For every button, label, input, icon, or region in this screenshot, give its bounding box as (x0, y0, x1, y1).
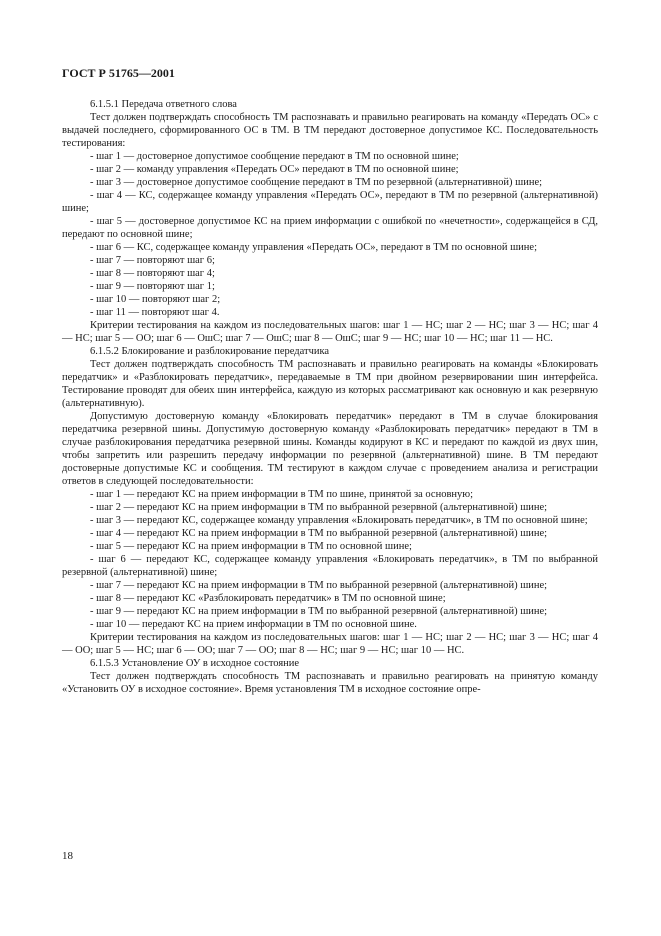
list-item: - шаг 8 — повторяют шаг 4; (90, 268, 215, 279)
list-item: - шаг 6 — КС, содержащее команду управления «Передать ОС», передают в ТМ по основной шине; (90, 242, 537, 253)
paragraph: 6.1.5.3 Установление ОУ в исходное состояние (90, 658, 300, 669)
document-body (62, 98, 598, 696)
list-item: - шаг 10 — повторяют шаг 2; (90, 294, 221, 305)
list-item: - шаг 1 — достоверное допустимое сообщение передают в ТМ по основной шине; (90, 151, 459, 162)
page-number: 18 (62, 850, 73, 862)
list-item: - шаг 4 — передают КС на прием информации в ТМ по выбранной резервной (альтернативной) шине; (90, 528, 548, 539)
list-item: - шаг 1 — передают КС на прием информации в ТМ по шине, принятой за основную; (90, 489, 474, 500)
document-header: ГОСТ Р 51765—2001 (62, 66, 175, 80)
list-item: - шаг 5 — достоверное допустимое КС на прием информации с ошибкой по «нечетности», содержащейся в СД, передают по основной шине; (62, 216, 598, 240)
list-item: - шаг 7 — передают КС на прием информации в ТМ по выбранной резервной (альтернативной) шине; (90, 580, 548, 591)
list-item: - шаг 2 — команду управления «Передать ОС» передают в ТМ по основной шине; (90, 164, 459, 175)
list-item: - шаг 8 — передают КС «Разблокировать передатчик» в ТМ по основной шине; (90, 593, 446, 604)
paragraph: Допустимую достоверную команду «Блокировать передатчик» передают в ТМ в случае блокирования передатчика резервной шины. Допустимую достоверную команду «Разблокировать передатчик» передают в ТМ в случае разблокирования передатчика резервной шины. Команды кодируют в КС и передают по каждой из двух шин, чтобы запретить или разрешить передачу информации по резервной (альтернативной) шине. В ТМ передают достоверные допустимые КС и сообщения. ТМ тестируют в каждом случае с проведением анализа и регистрации ответов в следующей последовательности: (62, 411, 598, 487)
list-item: - шаг 2 — передают КС на прием информации в ТМ по выбранной резервной (альтернативной) шине; (90, 502, 548, 513)
paragraph: Тест должен подтверждать способность ТМ распознавать и правильно реагировать на принятую команду «Установить ОУ в исходное состояние». Время установления ТМ в исходное состояние опре- (62, 671, 598, 695)
paragraph: Критерии тестирования на каждом из последовательных шагов: шаг 1 — НС; шаг 2 — НС; шаг 3 — НС; шаг 4 — ОО; шаг 5 — НС; шаг 6 — ОО; шаг 7 — ОО; шаг 8 — НС; шаг 9 — НС; шаг 10 — НС. (62, 632, 598, 656)
list-item: - шаг 4 — КС, содержащее команду управления «Передать ОС», передают в ТМ по резервной (альтернативной) шине; (62, 190, 598, 214)
list-item: - шаг 7 — повторяют шаг 6; (90, 255, 215, 266)
list-item: - шаг 3 — передают КС, содержащее команду управления «Блокировать передатчик», в ТМ по основной шине; (90, 515, 588, 526)
paragraph: 6.1.5.2 Блокирование и разблокирование передатчика (90, 346, 330, 357)
list-item: - шаг 11 — повторяют шаг 4. (90, 307, 220, 318)
list-item: - шаг 9 — повторяют шаг 1; (90, 281, 215, 292)
list-item: - шаг 3 — достоверное допустимое сообщение передают в ТМ по резервной (альтернативной) шине; (90, 177, 543, 188)
list-item: - шаг 5 — передают КС на прием информации в ТМ по основной шине; (90, 541, 412, 552)
paragraph: Критерии тестирования на каждом из последовательных шагов: шаг 1 — НС; шаг 2 — НС; шаг 3 — НС; шаг 4 — НС; шаг 5 — ОО; шаг 6 — ОшС; шаг 7 — ОшС; шаг 8 — ОшС; шаг 9 — НС; шаг 10 — НС; шаг 11 — НС. (62, 320, 598, 344)
list-item: - шаг 6 — передают КС, содержащее команду управления «Блокировать передатчик», в ТМ по выбранной резервной (альтернативной) шине; (62, 554, 598, 578)
paragraph: Тест должен подтверждать способность ТМ распознавать и правильно реагировать на команду «Передать ОС» с выдачей последнего, сформированного ОС в ТМ. В ТМ передают достоверное допустимое КС. Последовательность тестирования: (62, 112, 598, 149)
paragraph: Тест должен подтверждать способность ТМ распознавать и правильно реагировать на команды «Блокировать передатчик» и «Разблокировать передатчик», передаваемые в ТМ при двойном резервировании шин интерфейса. Тестирование проводят для обеих шин интерфейса, каждую из которых рассматривают как основную и как резервную (альтернативную). (62, 359, 598, 409)
paragraph: 6.1.5.1 Передача ответного слова (90, 99, 237, 110)
list-item: - шаг 9 — передают КС на прием информации в ТМ по выбранной резервной (альтернативной) шине; (90, 606, 548, 617)
list-item: - шаг 10 — передают КС на прием информации в ТМ по основной шине. (90, 619, 417, 630)
